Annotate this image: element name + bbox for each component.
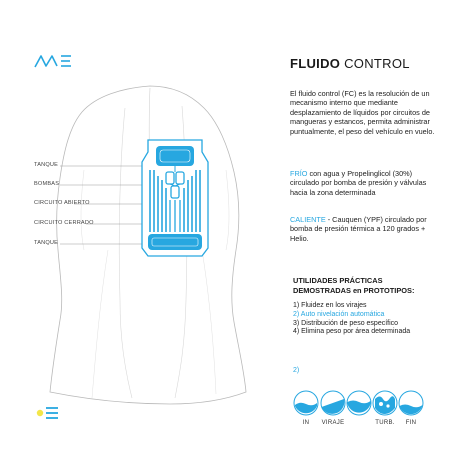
mode-label-turb: TURB. (375, 420, 395, 426)
cold-paragraph: FRÍO con agua y Propelinglicol (30%) circulado por bomba de presión y válvulas hacia la zona determinada (290, 169, 427, 197)
menu-icon[interactable] (36, 405, 60, 421)
intro-paragraph: El fluido control (FC) es la resolución de un mecanismo interno que mediante desplazamiento de líquidos por circuitos de mangueras y estancos, permita administrar puntualmente, el peso del vehículo en vuelo. (290, 89, 435, 136)
turbulence-icon[interactable] (372, 390, 398, 416)
label-open-circuit: CIRCUITO ABIERTO (34, 200, 90, 206)
hot-label: CALIENTE (290, 215, 326, 224)
utilities-title: UTILIDADES PRÁCTICAS DEMOSTRADAS en PROTOTIPOS: (293, 276, 415, 295)
label-pumps: BOMBAS (34, 181, 60, 187)
utility-item: 4) Elimina peso por área determinada (293, 328, 411, 336)
label-bottom-tank: TANQUE (34, 240, 59, 246)
label-closed-circuit: CIRCUITO CERRADO (34, 220, 94, 226)
utilities-list (293, 302, 458, 337)
cold-label: FRÍO (290, 169, 308, 178)
utility-item: 3) Distribución de peso específico (293, 319, 399, 327)
page-title: FLUIDO CONTROL (290, 56, 410, 71)
utility-item-selected[interactable]: 2) Auto nivelación automática (293, 310, 385, 318)
bottom-tank (148, 234, 202, 250)
mode-label-viraje: VIRAJE (321, 420, 345, 426)
wave-end-icon[interactable] (398, 390, 424, 416)
label-top-tank: TANQUE (34, 162, 59, 168)
mode-label-in: IN (302, 420, 310, 426)
wave-level-icon[interactable] (346, 390, 372, 416)
wave-turn-icon[interactable] (320, 390, 346, 416)
utility-item: 1) Fluidez en los virajes (293, 302, 367, 309)
hot-paragraph: CALIENTE - Cauquen (YPF) circulado por bomba de presión térmica a 120 grados + Helio. (290, 215, 427, 243)
selected-utility-label: 2) (293, 367, 300, 374)
wave-in-icon[interactable] (293, 390, 319, 416)
mode-label-fin: FIN (405, 420, 417, 426)
top-tank (156, 146, 194, 166)
